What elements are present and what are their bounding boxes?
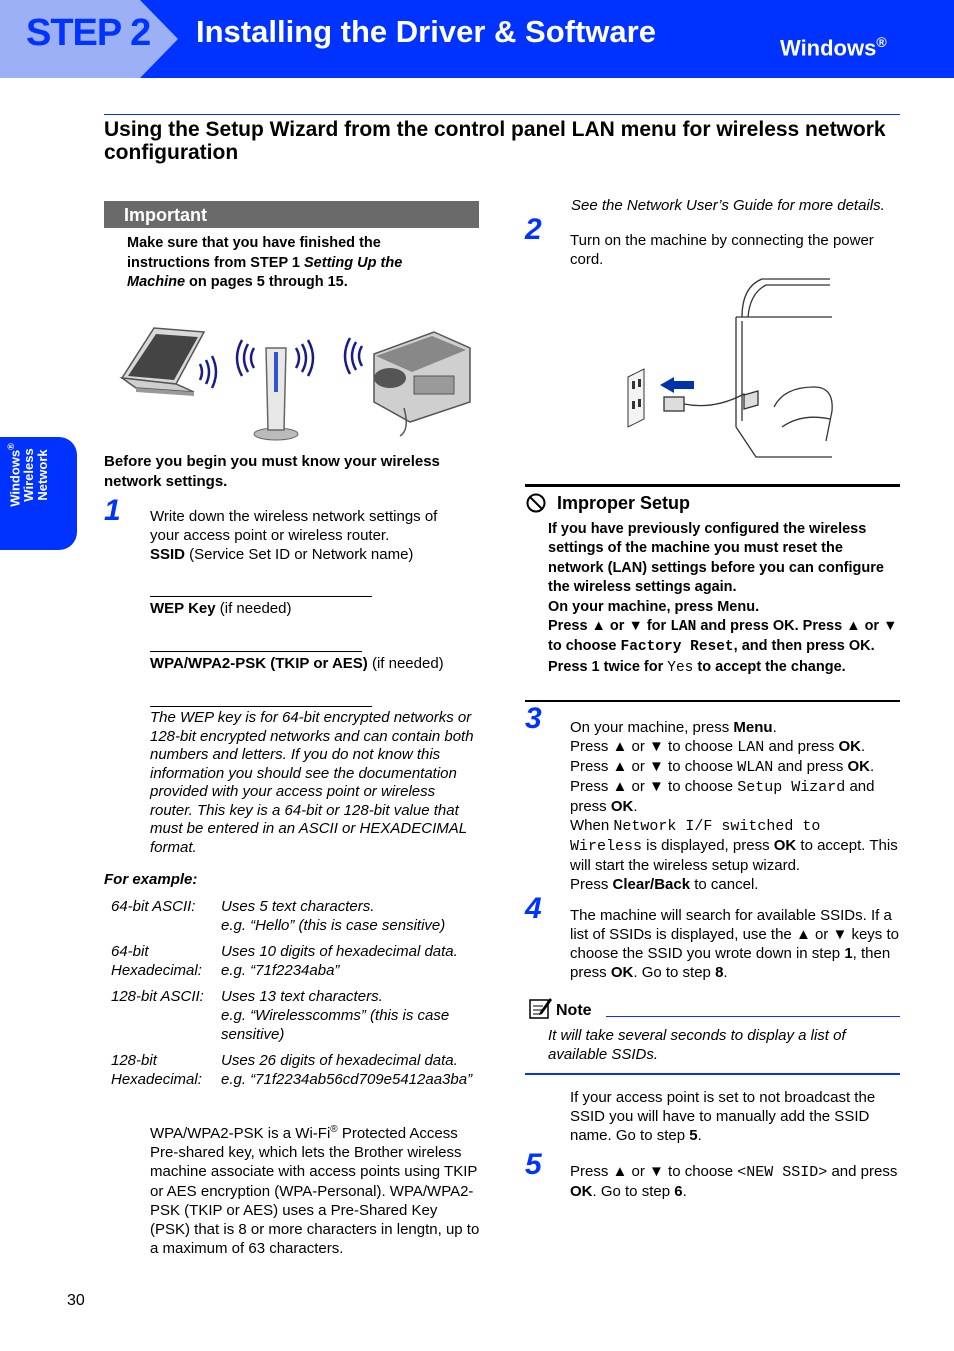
- improper-p4-a: Press 1 twice for: [548, 658, 668, 675]
- important-text: [127, 234, 457, 293]
- step3-number: 3: [525, 702, 542, 735]
- example-value: [221, 987, 481, 1044]
- step3-l2-a: Press ▲ or ▼ to choose: [570, 738, 738, 755]
- wpa-desc-a: WPA/WPA2-PSK is a Wi-Fi: [150, 1125, 331, 1142]
- improper-p3: [548, 617, 900, 658]
- step3-l1-a: On your machine, press: [570, 719, 734, 736]
- example-value-line2: e.g. “71f2234ab56cd709e5412aa3ba”: [221, 1071, 473, 1088]
- step4-c: , then press: [570, 945, 891, 981]
- example-value: [221, 1051, 481, 1089]
- section-title: Using the Setup Wizard from the control panel LAN menu for wireless network configuration: [104, 118, 886, 164]
- improper-p3-code2: Factory Reset: [620, 639, 734, 656]
- step4-f: 8: [715, 964, 724, 981]
- see-guide-text: See the Network User’s Guide for more details.: [571, 197, 885, 214]
- wep-field-label: [150, 599, 291, 618]
- step3-l5-b: is displayed, press: [642, 837, 774, 854]
- improper-p3-code: LAN: [670, 619, 697, 636]
- improper-setup-text: [548, 520, 900, 678]
- improper-p1: If you have previously configured the wireless settings of the machine you must reset the network (LAN) settings before you can configure the wireless settings again.: [548, 521, 884, 596]
- step4-b: 1: [844, 945, 853, 962]
- wpa-field-label: [150, 654, 444, 673]
- page-number: 30: [67, 1292, 85, 1309]
- improper-setup-title: Improper Setup: [557, 493, 691, 513]
- example-label: For example:: [104, 871, 198, 888]
- wep-label: WEP Key: [150, 600, 216, 617]
- note-label: Note: [556, 1002, 592, 1019]
- note-rule-bottom: [525, 1073, 900, 1075]
- wpa-desc-mark: ®: [330, 1124, 338, 1135]
- wep-note: The WEP key is for 64-bit encrypted networks or 128-bit encrypted networks and can contain both numbers and letters. If you do not know this information you should see the documentation provided with your access point or wireless router. This key is a 64-bit or 128-bit value that must be entered in an ASCII or HEXADECIMAL format.: [150, 709, 474, 856]
- important-text-c: on pages 5 through 15.: [185, 274, 348, 290]
- step3-l4-a: Press ▲ or ▼ to choose: [570, 778, 738, 795]
- example-row: [111, 1051, 481, 1111]
- improper-setup-rule-bottom: [525, 700, 900, 702]
- hidden-ssid-text: [570, 1088, 900, 1145]
- access-point-icon: [254, 348, 298, 440]
- step3-l5-code: Network I/F switched to Wireless: [570, 818, 821, 855]
- step-label: STEP 2: [26, 12, 151, 54]
- step1-number: 1: [104, 494, 121, 527]
- example-key: 64-bit ASCII:: [111, 898, 196, 915]
- note-rule: [606, 1016, 900, 1017]
- step4-a: The machine will search for available SSIDs. If a list of SSIDs is displayed, use the ▲ or ▼ keys to choose the SSID you wrote down in step: [570, 907, 899, 962]
- step5-number: 5: [525, 1148, 542, 1181]
- wpa-desc: (if needed): [367, 655, 444, 672]
- example-value-line2: e.g. “Wirelesscomms” (this is case sensitive): [221, 1007, 450, 1043]
- note-text: It will take several seconds to display a list of available SSIDs.: [548, 1027, 846, 1063]
- step1-text: [150, 507, 470, 564]
- step3-line5: [570, 816, 900, 875]
- improper-p3-a: Press ▲ or ▼ for: [548, 618, 671, 635]
- important-text-a: Make sure that you have finished the instructions from STEP 1: [127, 235, 381, 271]
- page-title: Installing the Driver & Software: [196, 14, 656, 49]
- step3-l2-c: OK: [838, 738, 861, 755]
- example-value-line2: e.g. “Hello” (this is case sensitive): [221, 917, 446, 934]
- laptop-icon: [122, 328, 204, 396]
- step3-l5-d: to accept. This will start the wireless setup wizard.: [570, 837, 898, 874]
- step3-l5-c: OK: [773, 837, 797, 854]
- example-row: [111, 987, 481, 1047]
- important-text-b: Setting Up the Machine: [127, 254, 403, 290]
- step3-l3-d: .: [870, 758, 875, 775]
- wpa-description: [150, 1120, 480, 1258]
- before-text: Before you begin you must know your wireless network settings.: [104, 453, 440, 490]
- improper-setup-rule: [525, 484, 900, 487]
- step4-d: OK: [610, 964, 634, 981]
- step3-line2: [570, 737, 900, 757]
- example-value-line1: Uses 10 digits of hexadecimal data.: [221, 943, 458, 960]
- outlet-icon: [628, 369, 644, 427]
- step3-line4: [570, 777, 900, 816]
- step1-instruction: Write down the wireless network settings of your access point or wireless router.: [150, 508, 438, 544]
- example-row: [111, 897, 481, 937]
- step3-l6-c: to cancel.: [690, 876, 759, 893]
- step5-e: 6: [674, 1183, 683, 1200]
- step3-l3-b: and press: [773, 758, 848, 775]
- wep-desc: (if needed): [215, 600, 292, 617]
- step5-f: .: [682, 1183, 687, 1200]
- os-label-text: Windows: [780, 35, 877, 61]
- step3-line1: [570, 718, 900, 737]
- step4-e: . Go to step: [633, 964, 716, 981]
- step3-l6-a: Press: [570, 876, 613, 893]
- step3-l5-a: When: [570, 817, 614, 834]
- wireless-network-illustration: [114, 318, 476, 444]
- step3-l1-c: .: [772, 719, 777, 736]
- improper-p4-code: Yes: [667, 659, 694, 676]
- os-label: [780, 34, 887, 61]
- side-tab-line3: Network: [35, 449, 51, 501]
- note-icon: [528, 996, 553, 1020]
- example-value-line1: Uses 26 digits of hexadecimal data.: [221, 1052, 458, 1069]
- improper-p3-c: , and then press OK.: [733, 638, 875, 655]
- machine-side-icon: [736, 279, 832, 457]
- step5-code: <NEW SSID>: [737, 1164, 828, 1181]
- step5-d: . Go to step: [592, 1183, 675, 1200]
- step2-number: 2: [525, 213, 542, 246]
- ssid-label: SSID: [150, 546, 186, 563]
- step4-number: 4: [525, 892, 542, 925]
- side-tab-mark: ®: [6, 443, 16, 450]
- improper-p4-b: to accept the change.: [693, 658, 846, 675]
- example-key: 64-bit Hexadecimal:: [111, 943, 202, 979]
- ssid-desc: (Service Set ID or Network name): [185, 546, 414, 563]
- improper-p2: On your machine, press Menu.: [548, 598, 760, 615]
- example-row: [111, 942, 481, 982]
- step5-c: OK: [570, 1183, 593, 1200]
- wpa-blank-line: [150, 706, 372, 707]
- ssid-para-c: .: [697, 1127, 702, 1144]
- side-tab-label: [4, 420, 50, 530]
- example-value: [221, 897, 481, 935]
- important-label: Important: [124, 205, 207, 225]
- side-tab-line1: Windows: [7, 449, 23, 507]
- arrow-icon: [660, 377, 694, 393]
- power-cord-illustration: [624, 277, 834, 465]
- example-key: 128-bit Hexadecimal:: [111, 1052, 202, 1088]
- step3-l1-b: Menu: [733, 719, 773, 736]
- step2-text: Turn on the machine by connecting the power cord.: [570, 232, 874, 268]
- wpa-label: WPA/WPA2-PSK (TKIP or AES): [150, 655, 368, 672]
- machine-icon: [374, 332, 470, 436]
- step3-l6-b: Clear/Back: [612, 876, 691, 893]
- example-value-line1: Uses 13 text characters.: [221, 988, 383, 1005]
- example-value-line2: e.g. “71f2234aba”: [221, 962, 340, 979]
- wpa-desc-b: Protected Access Pre-shared key, which lets the Brother wireless machine associate with access points using TKIP or AES encryption (WPA-Personal). WPA/WPA2-PSK (TKIP or AES) uses a Pre-Shared Key (PSK) that is 8 or more characters in lengtn, up to a maximum of 63 characters.: [150, 1125, 480, 1258]
- example-value-line1: Uses 5 text characters.: [221, 898, 375, 915]
- ssid-para-a: If your access point is set to not broadcast the SSID you will have to manually add the SSID name. Go to step: [570, 1089, 876, 1144]
- wep-blank-line: [150, 651, 362, 652]
- step3-l3-code: WLAN: [737, 759, 774, 776]
- ssid-para-b: 5: [689, 1127, 698, 1144]
- step5-text: [570, 1162, 900, 1201]
- example-value: [221, 942, 481, 980]
- plug-icon: [664, 391, 758, 411]
- step4-text: [570, 906, 900, 982]
- step3-l3-a: Press ▲ or ▼ to choose: [570, 758, 738, 775]
- side-tab-line2: Wireless: [21, 448, 37, 502]
- step4-g: .: [723, 964, 728, 981]
- improper-p3-b: and press OK. Press ▲ or ▼ to choose: [548, 618, 898, 655]
- step3-line6: [570, 875, 900, 894]
- step3-text: [570, 718, 900, 894]
- step3-l4-d: .: [633, 798, 638, 815]
- step3-l4-b: and press: [570, 778, 875, 815]
- ssid-blank-line: [150, 596, 372, 597]
- section-rule: [104, 114, 900, 115]
- step3-l3-c: OK: [847, 758, 870, 775]
- step3-l4-c: OK: [610, 798, 634, 815]
- step3-l2-d: .: [861, 738, 866, 755]
- prohibited-icon: [526, 493, 546, 513]
- step3-l2-b: and press: [764, 738, 839, 755]
- improper-p4: [548, 658, 900, 678]
- step5-b: and press: [827, 1163, 898, 1180]
- step3-l4-code: Setup Wizard: [737, 779, 846, 796]
- os-label-mark: ®: [876, 34, 887, 50]
- step3-l2-code: LAN: [737, 739, 765, 756]
- example-key: 128-bit ASCII:: [111, 988, 204, 1005]
- step5-a: Press ▲ or ▼ to choose: [570, 1163, 738, 1180]
- step3-line3: [570, 757, 900, 777]
